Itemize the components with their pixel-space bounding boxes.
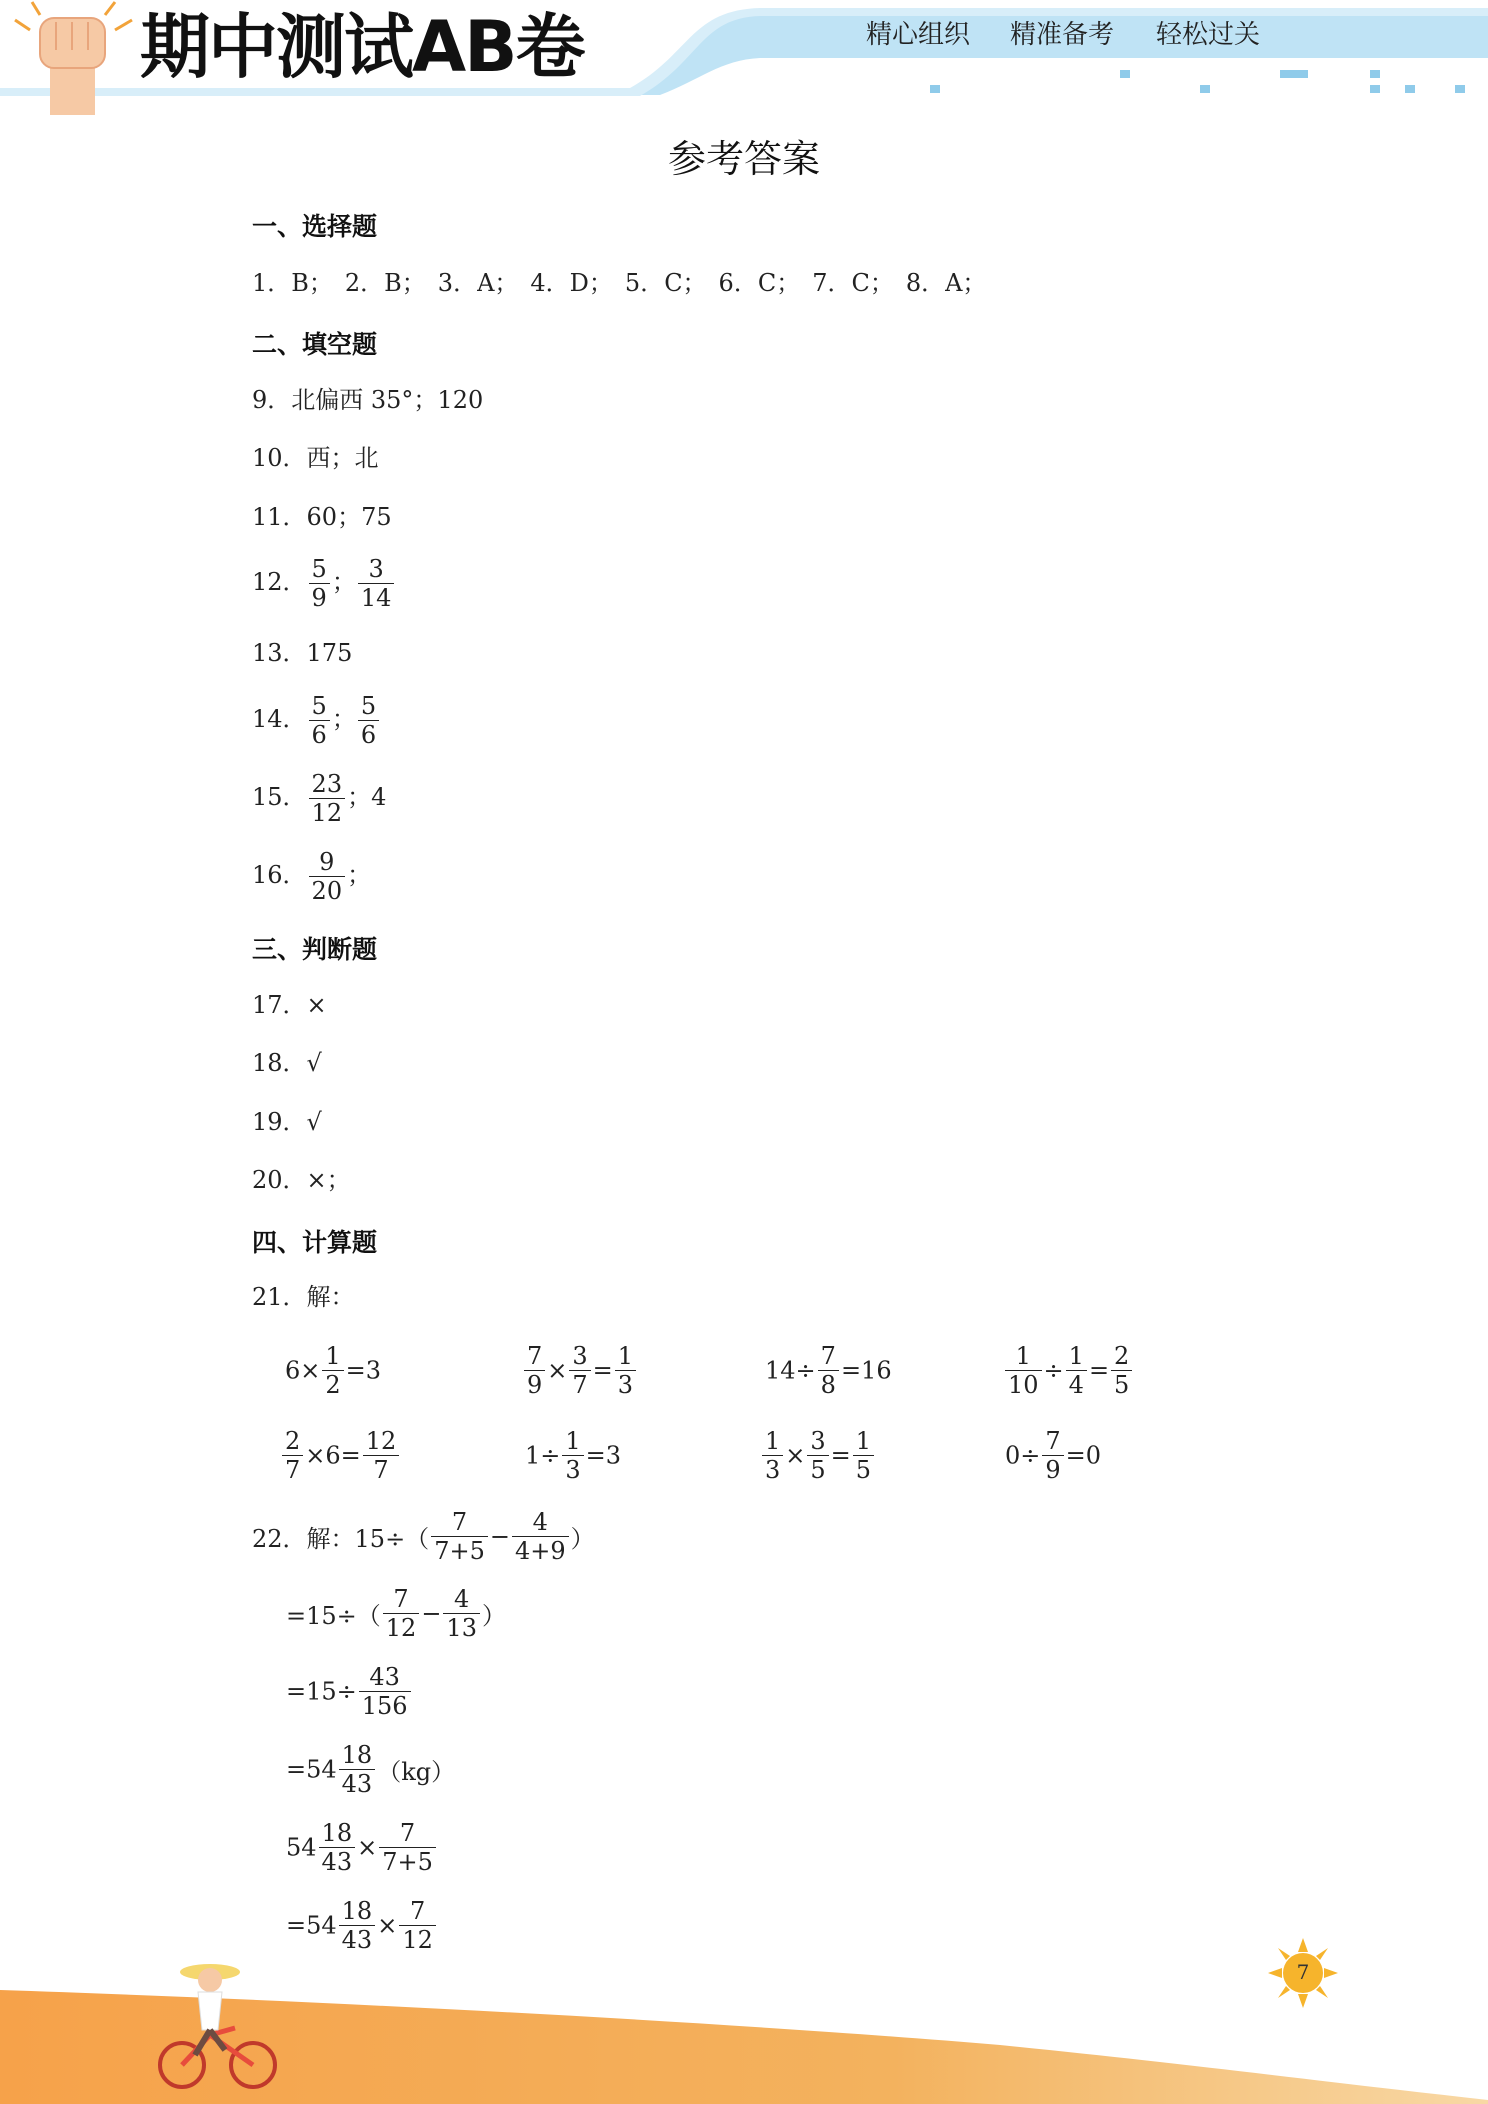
header-title: 期中测试AB卷 [140,6,584,88]
fraction: $\frac{9}{20}$ [309,848,346,905]
answer-16-tail: ； [347,861,372,889]
answer-18: 18．√ [252,1049,322,1077]
answer-20: 20．×； [252,1166,351,1194]
page-number: 7 [1296,1960,1310,1984]
calc-22-line-6: =54 $\frac{18}{43}$ × $\frac{7}{12}$ [286,1897,438,1954]
fraction: $\frac{3}{7}$ [569,1342,590,1399]
fraction: $\frac{7}{8}$ [818,1342,839,1399]
section-heading-judge: 三、判断题 [252,935,378,964]
calc-21-item-2: $\frac{7}{9}$ × $\frac{3}{7}$ = $\frac{1}{3}$ [522,1342,638,1399]
answer-12-label: 12． [252,568,307,596]
header-tagline-3: 轻松过关 [1156,20,1261,50]
fraction: $\frac{7}{7+5}$ [431,1508,488,1565]
calc-21-item-6: 1÷ $\frac{1}{3}$ =3 [525,1427,622,1484]
fraction: $\frac{7}{12}$ [383,1585,420,1642]
fraction: $\frac{18}{43}$ [339,1741,376,1798]
calc-21-item-5: $\frac{2}{7}$ ×6= $\frac{12}{7}$ [280,1427,401,1484]
fraction: $\frac{43}{156}$ [359,1663,411,1720]
calc-21-item-7: $\frac{1}{3}$ × $\frac{3}{5}$ = $\frac{1}{5}$ [760,1427,876,1484]
calc-22-line-2: =15÷（ $\frac{7}{12}$ − $\frac{4}{13}$ ） [286,1585,506,1642]
answer-21-label: 21．解： [252,1283,355,1311]
calc-21-item-1: 6× $\frac{1}{2}$ =3 [285,1342,382,1399]
section-heading-fill: 二、填空题 [252,330,378,359]
fraction: $\frac{1}{3}$ [762,1427,783,1484]
calc-21-item-8: 0÷ $\frac{7}{9}$ =0 [1005,1427,1102,1484]
answer-16-label: 16． [252,861,307,889]
answer-16 [252,848,371,905]
calc-21-item-4: $\frac{1}{10}$ ÷ $\frac{1}{4}$ = $\frac{2}{5}$ [1003,1342,1134,1399]
answer-14: 14． $\frac{5}{6}$ ； $\frac{5}{6}$ [252,692,381,749]
answer-11: 11．60；75 [252,503,392,531]
section-heading-calc: 四、计算题 [252,1228,378,1257]
calc-22-line-4: =54 $\frac{18}{43}$ （kg） [286,1741,456,1798]
calc-22-line-5: 54 $\frac{18}{43}$ × $\frac{7}{7+5}$ [286,1819,438,1876]
answer-15-label: 15． [252,783,307,811]
fraction: $\frac{12}{7}$ [363,1427,400,1484]
calc-21-item-3: 14÷ $\frac{7}{8}$ =16 [765,1342,892,1399]
fraction: $\frac{7}{7+5}$ [379,1819,436,1876]
fraction: $\frac{7}{9}$ [1042,1427,1063,1484]
fraction: $\frac{1}{3}$ [615,1342,636,1399]
page-header [0,0,1488,110]
answer-19: 19．√ [252,1108,322,1136]
fraction: $\frac{23}{12}$ [309,770,346,827]
fraction: $\frac{18}{43}$ [339,1897,376,1954]
answer-12: 12． $\frac{5}{9}$ ； $\frac{3}{14}$ [252,555,396,612]
answer-15 [252,770,386,827]
header-tagline-2: 精准备考 [1010,20,1115,50]
fraction: $\frac{7}{9}$ [524,1342,545,1399]
fraction: $\frac{5}{6}$ [358,692,379,749]
fist-icon [10,0,140,120]
fraction: $\frac{3}{5}$ [807,1427,828,1484]
answer-9: 9．北偏西 35°；120 [252,386,484,414]
answer-15-tail: ；4 [347,783,387,811]
fraction: $\frac{1}{3}$ [562,1427,583,1484]
page-title: 参考答案 [667,137,820,181]
cyclist-icon [150,1950,290,2100]
fraction: $\frac{4}{4+9}$ [512,1508,569,1565]
answer-17: 17．× [252,991,327,1019]
fraction: $\frac{1}{5}$ [853,1427,874,1484]
section-heading-choice: 一、选择题 [252,212,378,241]
fraction: $\frac{1}{10}$ [1005,1342,1042,1399]
fraction: $\frac{1}{4}$ [1066,1342,1087,1399]
fraction: $\frac{5}{9}$ [309,555,330,612]
answer-13: 13．175 [252,639,353,667]
fraction: $\frac{5}{6}$ [309,692,330,749]
fraction: $\frac{7}{12}$ [399,1897,436,1954]
fraction: $\frac{3}{14}$ [358,555,395,612]
answer-10: 10．西；北 [252,444,379,472]
fraction: $\frac{18}{43}$ [319,1819,356,1876]
header-tagline-1: 精心组织 [866,20,971,50]
fraction: $\frac{2}{5}$ [1111,1342,1132,1399]
calc-22-line-3: =15÷ $\frac{43}{156}$ [286,1663,413,1720]
answer-14-label: 14． [252,705,307,733]
calc-22-line-1: 22．解：15÷（ $\frac{7}{7+5}$ − $\frac{4}{4+9}$ ） [252,1508,595,1565]
fraction: $\frac{2}{7}$ [282,1427,303,1484]
choice-answers: 1．B； 2．B； 3．A； 4．D； 5．C； 6．C； 7．C； 8．A； [252,269,987,297]
fraction: $\frac{4}{13}$ [443,1585,480,1642]
fraction: $\frac{1}{2}$ [322,1342,343,1399]
